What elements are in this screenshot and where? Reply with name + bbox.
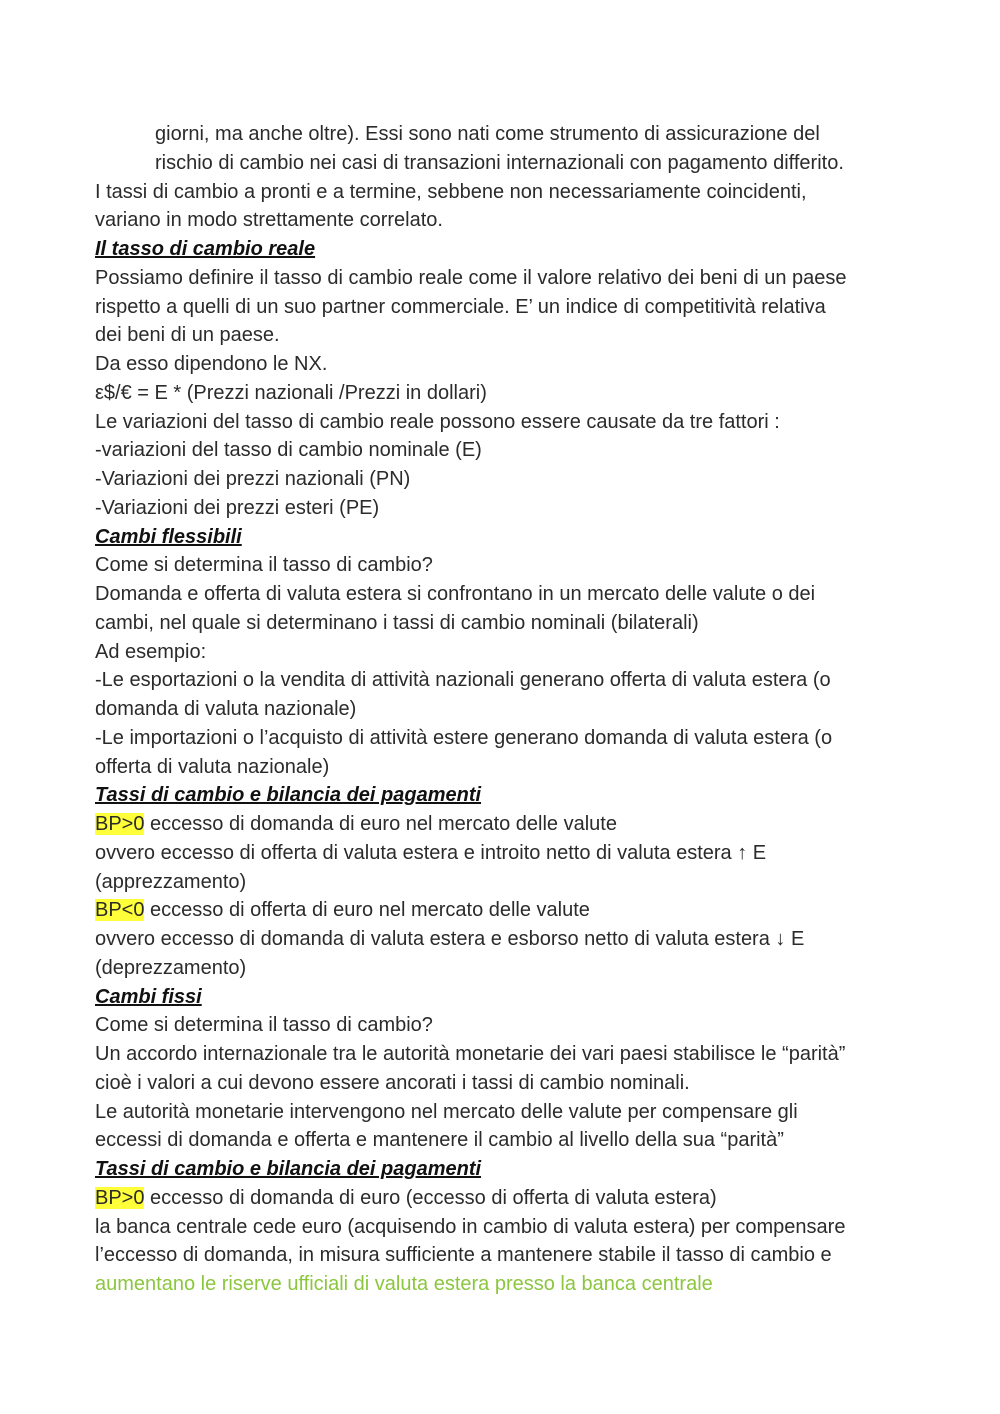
paragraph-line: Le variazioni del tasso di cambio reale possono essere causate da tre fattori :	[95, 410, 780, 433]
formula-line: ε$/€ = E * (Prezzi nazionali /Prezzi in dollari)	[95, 381, 487, 404]
paragraph-line: eccessi di domanda e offerta e mantenere il cambio al livello della sua “parità”	[95, 1129, 784, 1152]
bp-negative-line	[95, 896, 935, 925]
paragraph-line: I tassi di cambio a pronti e a termine, sebbene non necessariamente coincidenti,	[95, 180, 807, 203]
highlight-tag: BP>0	[95, 813, 145, 835]
paragraph-line: Domanda e offerta di valuta estera si confrontano in un mercato delle valute o dei	[95, 583, 816, 605]
bp-text: eccesso di offerta di euro nel mercato delle valute	[144, 899, 590, 922]
list-item: domanda di valuta nazionale)	[95, 698, 357, 720]
list-item: -Le importazioni o l’acquisto di attività estere generano domanda di valuta estera (o	[95, 726, 833, 749]
paragraph-line: dei beni di un paese.	[95, 324, 280, 347]
section-heading-cambi-flessibili: Cambi flessibili	[95, 525, 242, 548]
section-heading-bilancia-pagamenti: Tassi di cambio e bilancia dei pagamenti	[95, 784, 482, 807]
list-item: -Le esportazioni o la vendita di attività nazionali generano offerta di valuta estera (o	[95, 669, 831, 692]
paragraph-line: Da esso dipendono le NX.	[95, 353, 328, 375]
paragraph-line: ovvero eccesso di domanda di valuta estera e esborso netto di valuta estera ↓ E	[95, 928, 805, 950]
list-item: offerta di valuta nazionale)	[95, 755, 330, 778]
paragraph-line: la banca centrale cede euro (acquisendo in cambio di valuta estera) per compensare	[95, 1215, 846, 1238]
paragraph-line: (apprezzamento)	[95, 870, 247, 893]
bp-positive-line	[95, 810, 935, 839]
paragraph-line: Un accordo internazionale tra le autorità monetarie dei vari paesi stabilisce le “parità”	[95, 1043, 846, 1065]
document-body	[95, 120, 935, 1299]
paragraph-line: (deprezzamento)	[95, 956, 247, 979]
section-heading-cambi-fissi: Cambi fissi	[95, 985, 202, 1008]
bp-text: eccesso di domanda di euro nel mercato delle valute	[144, 813, 617, 835]
list-item: -variazioni del tasso di cambio nominale (E)	[95, 439, 482, 462]
highlight-tag: BP>0	[95, 1186, 145, 1209]
paragraph-line: rispetto a quelli di un suo partner commerciale. E’ un indice di competitività relativa	[95, 295, 826, 318]
paragraph-line: ovvero eccesso di offerta di valuta estera e introito netto di valuta estera ↑ E	[95, 841, 767, 864]
paragraph-line: Le autorità monetarie intervengono nel mercato delle valute per compensare gli	[95, 1100, 798, 1123]
paragraph-line: Come si determina il tasso di cambio?	[95, 1014, 433, 1037]
section-heading-bilancia-pagamenti: Tassi di cambio e bilancia dei pagamenti	[95, 1158, 482, 1180]
paragraph-line: Come si determina il tasso di cambio?	[95, 554, 433, 577]
paragraph-line: l’eccesso di domanda, in misura sufficiente a mantenere stabile il tasso di cambio e	[95, 1244, 832, 1267]
bp-text: eccesso di domanda di euro (eccesso di offerta di valuta estera)	[144, 1186, 717, 1209]
paragraph-line: cioè i valori a cui devono essere ancorati i tassi di cambio nominali.	[95, 1071, 690, 1094]
paragraph-line: cambi, nel quale si determinano i tassi di cambio nominali (bilaterali)	[95, 611, 699, 634]
paragraph-line: giorni, ma anche oltre). Essi sono nati come strumento di assicurazione del	[155, 123, 820, 145]
bp-positive-line	[95, 1184, 935, 1213]
section-heading-tasso-reale: Il tasso di cambio reale	[95, 238, 316, 260]
paragraph-line: Possiamo definire il tasso di cambio reale come il valore relativo dei beni di un paese	[95, 266, 847, 289]
green-text-line: aumentano le riserve ufficiali di valuta estera presso la banca centrale	[95, 1273, 713, 1295]
paragraph-line: variano in modo strettamente correlato.	[95, 209, 443, 232]
paragraph-line: rischio di cambio nei casi di transazioni internazionali con pagamento differito.	[155, 151, 844, 174]
list-item: -Variazioni dei prezzi nazionali (PN)	[95, 468, 411, 490]
highlight-tag: BP<0	[95, 899, 145, 922]
paragraph-line: Ad esempio:	[95, 640, 207, 663]
list-item: -Variazioni dei prezzi esteri (PE)	[95, 496, 380, 519]
